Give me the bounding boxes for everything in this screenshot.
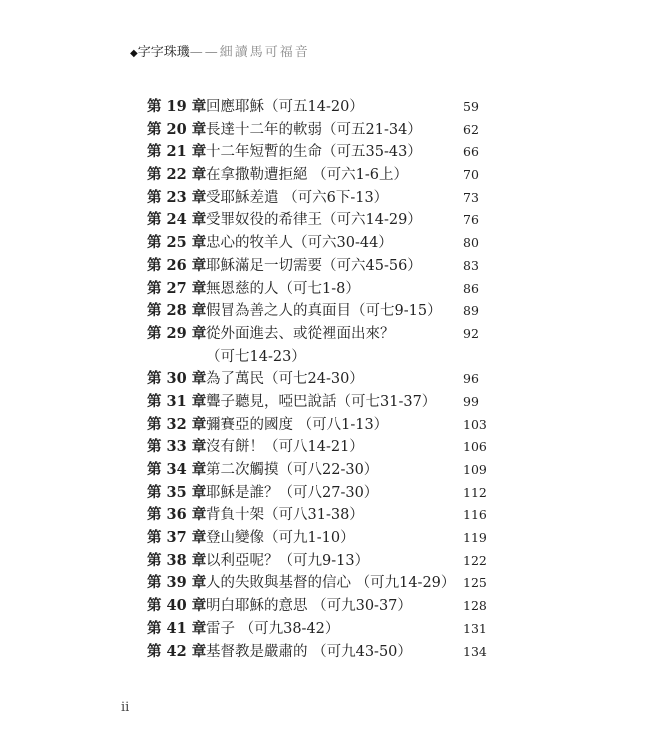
chapter-title: 登山變像（可九1-10） bbox=[206, 530, 355, 547]
page-ref: 128 bbox=[463, 598, 487, 614]
toc-entry[interactable] bbox=[0, 232, 650, 255]
chapter-title: 為了萬民（可七24-30） bbox=[206, 371, 364, 388]
toc-entry[interactable] bbox=[0, 482, 650, 505]
page-ref: 125 bbox=[463, 575, 487, 591]
chapter-title: 第二次觸摸（可八22-30） bbox=[206, 462, 379, 478]
book-title: 字字珠璣 bbox=[137, 45, 190, 60]
chapter-number: 第 22 章 bbox=[147, 166, 207, 184]
toc-entry[interactable] bbox=[0, 187, 650, 210]
book-subtitle: ——細讀馬可福音 bbox=[189, 45, 310, 60]
page-number: ii bbox=[121, 700, 130, 715]
chapter-title: 受罪奴役的希律王（可六14-29） bbox=[206, 212, 422, 229]
chapter-number: 第 33 章 bbox=[147, 438, 207, 456]
chapter-title: 耶穌是誰？（可八27-30） bbox=[206, 484, 379, 501]
chapter-title: 十二年短暫的生命（可五35-43） bbox=[206, 144, 422, 161]
page-ref: 99 bbox=[463, 393, 479, 409]
toc-entry[interactable] bbox=[0, 255, 650, 278]
page-ref: 73 bbox=[463, 189, 479, 205]
toc-entry[interactable] bbox=[0, 572, 650, 595]
toc-entry-continuation bbox=[0, 346, 650, 369]
page-ref: 66 bbox=[463, 144, 479, 160]
chapter-title: 回應耶穌（可五14-20） bbox=[206, 99, 364, 115]
page-ref: 134 bbox=[463, 643, 487, 659]
chapter-number: 第 19 章 bbox=[147, 98, 207, 115]
chapter-number: 第 42 章 bbox=[147, 642, 207, 660]
chapter-title: 沒有餅！（可八14-21） bbox=[206, 439, 364, 456]
chapter-title: 假冒為善之人的真面目（可七9-15） bbox=[206, 303, 442, 320]
chapter-title: 長達十二年的軟弱（可五21-34） bbox=[206, 121, 422, 138]
page-ref: 103 bbox=[463, 416, 487, 432]
chapter-number: 第 35 章 bbox=[147, 483, 207, 501]
toc-entry[interactable] bbox=[0, 278, 650, 301]
toc-entry[interactable] bbox=[0, 141, 650, 164]
toc-entry[interactable] bbox=[0, 164, 650, 187]
chapter-number: 第 26 章 bbox=[147, 256, 207, 274]
toc-entry[interactable] bbox=[0, 550, 650, 573]
chapter-number: 第 21 章 bbox=[147, 143, 207, 161]
chapter-number: 第 34 章 bbox=[147, 461, 207, 478]
chapter-title: 以利亞呢？（可九9-13） bbox=[206, 552, 370, 569]
page-ref: 80 bbox=[463, 235, 479, 251]
chapter-number: 第 37 章 bbox=[147, 529, 207, 547]
toc-entry[interactable] bbox=[0, 96, 650, 119]
toc-entry[interactable] bbox=[0, 527, 650, 550]
chapter-number: 第 41 章 bbox=[147, 619, 207, 637]
toc-entry[interactable] bbox=[0, 459, 650, 482]
chapter-number: 第 32 章 bbox=[147, 415, 207, 433]
page-ref: 119 bbox=[463, 530, 487, 546]
chapter-title: 耶穌滿足一切需要（可六45-56） bbox=[206, 257, 422, 274]
chapter-number: 第 39 章 bbox=[147, 574, 207, 592]
page-ref: 96 bbox=[463, 371, 479, 387]
chapter-number: 第 27 章 bbox=[147, 279, 207, 297]
toc-entry[interactable] bbox=[0, 323, 650, 346]
page-ref: 83 bbox=[463, 257, 479, 273]
page-ref: 116 bbox=[463, 507, 487, 523]
chapter-number: 第 30 章 bbox=[147, 370, 207, 388]
chapter-title: 明白耶穌的意思 （可九30-37） bbox=[206, 598, 412, 615]
chapter-title: 在拿撒勒遭拒絕 （可六1-6上） bbox=[206, 167, 408, 184]
chapter-title: 無恩慈的人（可七1-8） bbox=[206, 280, 360, 297]
table-of-contents bbox=[0, 96, 650, 663]
chapter-title: 受耶穌差遣 （可六6下-13） bbox=[206, 189, 389, 206]
toc-entry[interactable] bbox=[0, 618, 650, 641]
page-ref: 122 bbox=[463, 552, 487, 568]
toc-entry[interactable] bbox=[0, 209, 650, 232]
chapter-number: 第 24 章 bbox=[147, 211, 207, 229]
chapter-number: 第 20 章 bbox=[147, 120, 207, 138]
page-ref: 92 bbox=[463, 325, 479, 341]
toc-entry[interactable] bbox=[0, 641, 650, 664]
chapter-number: 第 29 章 bbox=[147, 324, 207, 342]
page-ref: 76 bbox=[463, 212, 479, 228]
chapter-title: 從外面進去、或從裡面出來？ bbox=[206, 325, 395, 342]
page-ref: 62 bbox=[463, 121, 479, 137]
page-ref: 109 bbox=[463, 462, 487, 477]
chapter-number: 第 25 章 bbox=[147, 234, 207, 252]
toc-entry[interactable] bbox=[0, 504, 650, 527]
toc-entry[interactable] bbox=[0, 368, 650, 391]
toc-entry[interactable] bbox=[0, 414, 650, 437]
chapter-number: 第 38 章 bbox=[147, 551, 207, 569]
chapter-title: 聾子聽見，啞巴說話（可七31-37） bbox=[206, 393, 437, 410]
chapter-title: 基督教是嚴肅的 （可九43-50） bbox=[206, 643, 412, 660]
chapter-title: 背負十架（可八31-38） bbox=[206, 507, 364, 524]
chapter-number: 第 40 章 bbox=[147, 597, 207, 615]
page-ref: 86 bbox=[463, 280, 479, 296]
chapter-title: 雷子 （可九38-42） bbox=[206, 620, 340, 637]
toc-entry[interactable] bbox=[0, 436, 650, 459]
page-ref: 131 bbox=[463, 620, 487, 636]
toc-entry[interactable] bbox=[0, 300, 650, 323]
toc-entry[interactable] bbox=[0, 119, 650, 142]
page-ref: 112 bbox=[463, 484, 487, 500]
chapter-number: 第 23 章 bbox=[147, 188, 207, 206]
chapter-title: 忠心的牧羊人（可六30-44） bbox=[206, 235, 393, 252]
page-ref: 89 bbox=[463, 303, 479, 319]
running-header bbox=[130, 41, 310, 60]
diamond-icon: ◆ bbox=[130, 48, 138, 59]
chapter-title: 彌賽亞的國度 （可八1-13） bbox=[206, 416, 389, 433]
page-ref: 70 bbox=[463, 167, 479, 183]
chapter-title: 人的失敗與基督的信心 （可九14-29） bbox=[206, 575, 456, 592]
chapter-number: 第 31 章 bbox=[147, 392, 207, 410]
toc-entry[interactable] bbox=[0, 595, 650, 618]
chapter-number: 第 28 章 bbox=[147, 302, 207, 320]
chapter-title-continuation: （可七14-23） bbox=[206, 348, 306, 365]
toc-entry[interactable] bbox=[0, 391, 650, 414]
chapter-number: 第 36 章 bbox=[147, 506, 207, 524]
page-ref: 106 bbox=[463, 439, 487, 455]
page-ref: 59 bbox=[463, 99, 479, 114]
